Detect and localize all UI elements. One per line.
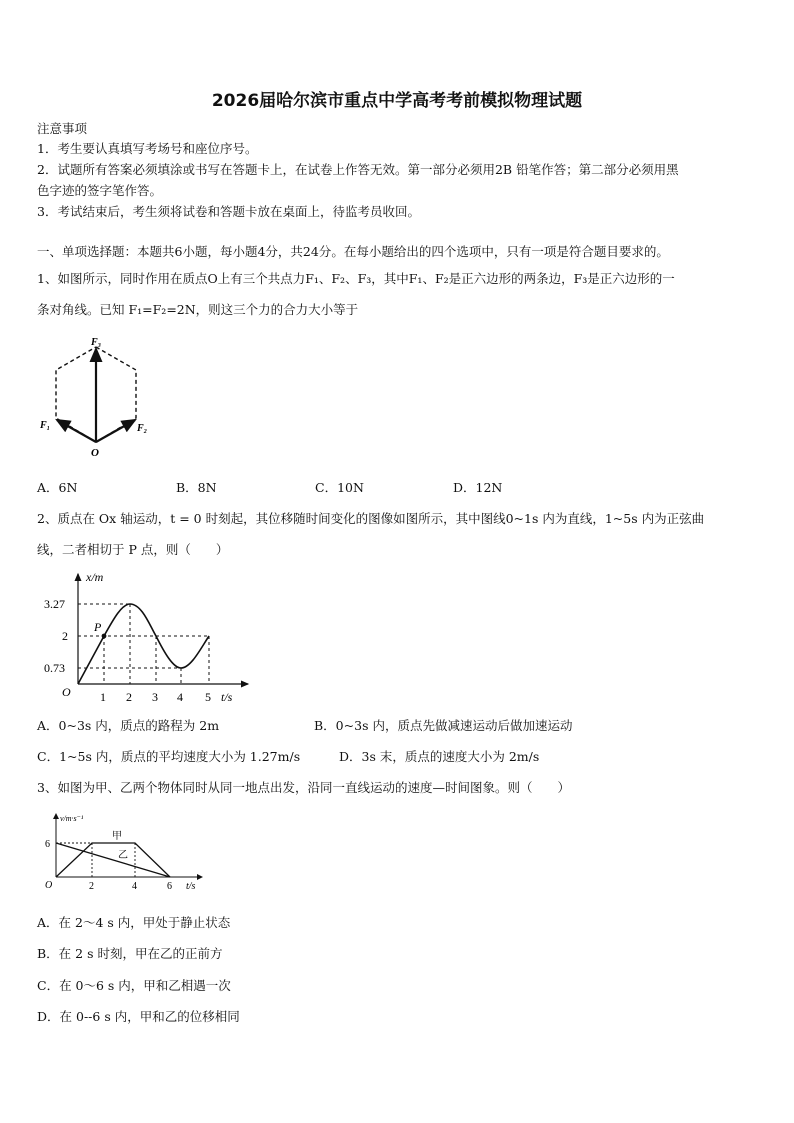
yi-label: 乙 xyxy=(118,850,128,861)
q3-vt-graph xyxy=(36,810,211,895)
q1-option-a[interactable]: A．6N xyxy=(37,480,78,495)
f2-label: F₂ xyxy=(137,423,148,434)
q2-option-c[interactable]: C．1~5s 内，质点的平均速度大小为 1.27m/s xyxy=(37,749,301,764)
q3-option-d[interactable]: D．在 0--6 s 内，甲和乙的位移相同 xyxy=(37,1009,240,1024)
q2-xt-graph xyxy=(38,568,253,708)
q3-stem-line1: 3、如图为甲、乙两个物体同时从同一地点出发，沿同一直线运动的速度—时间图象。则（ ） xyxy=(37,780,570,795)
page-title: 2026届哈尔滨市重点中学高考考前模拟物理试题 xyxy=(211,91,583,111)
f2-arrow xyxy=(96,420,135,442)
q2-option-a[interactable]: A．0~3s 内，质点的路程为 2m xyxy=(37,718,220,733)
origin-label: O xyxy=(62,685,71,699)
notice-item-3: 3．考试结束后，考生须将试卷和答题卡放在桌面上，待监考员收回。 xyxy=(37,204,420,219)
f3-label: F₃ xyxy=(91,337,102,348)
y-tick-2: 2 xyxy=(62,629,68,643)
xt-curve xyxy=(78,604,209,684)
q1-option-d[interactable]: D．12N xyxy=(453,480,503,495)
v-axis-label: v/m·s⁻¹ xyxy=(60,814,84,823)
t-tick-6: 6 xyxy=(167,881,172,892)
point-p-dot xyxy=(102,634,107,639)
q3-option-b[interactable]: B．在 2 s 时刻，甲在乙的正前方 xyxy=(37,946,223,961)
origin-label: O xyxy=(45,880,53,891)
q1-stem-line1: 1、如图所示，同时作用在质点O上有三个共点力F₁、F₂、F₃，其中F₁、F₂是正六边形的两条边，F₃是正六边形的一 xyxy=(37,271,675,286)
q2-option-d[interactable]: D．3s 末，质点的速度大小为 2m/s xyxy=(339,749,540,764)
guide-lines xyxy=(78,604,209,684)
jia-label: 甲 xyxy=(112,831,122,842)
x-tick-3: 3 xyxy=(152,690,158,704)
q3-option-c[interactable]: C．在 0～6 s 内，甲和乙相遇一次 xyxy=(37,978,231,993)
x-axis-label: t/s xyxy=(221,690,233,704)
point-p-label: P xyxy=(94,620,102,634)
x-tick-5: 5 xyxy=(205,690,211,704)
q1-stem-line2: 条对角线。已知 F₁=F₂=2N，则这三个力的合力大小等于 xyxy=(37,302,359,317)
notice-item-2-cont: 色字迹的签字笔作答。 xyxy=(37,183,163,198)
origin-label: O xyxy=(91,447,99,459)
notice-item-2: 2．试题所有答案必须填涂或书写在答题卡上，在试卷上作答无效。第一部分必须用2B 铅笔作答；第二部分必须用黑 xyxy=(37,162,679,177)
y-axis-label: x/m xyxy=(86,570,104,584)
x-tick-2: 2 xyxy=(126,690,132,704)
y-tick-0-73: 0.73 xyxy=(44,661,65,675)
q2-option-b[interactable]: B．0~3s 内，质点先做减速运动后做加速运动 xyxy=(314,718,573,733)
q2-stem-line1: 2、质点在 Ox 轴运动，t = 0 时刻起，其位移随时间变化的图像如图所示，其中图线0~1s 内为直线，1~5s 内为正弦曲 xyxy=(37,511,705,526)
q1-option-c[interactable]: C．10N xyxy=(315,480,364,495)
v-tick-6: 6 xyxy=(45,839,50,850)
q3-option-a[interactable]: A．在 2～4 s 内，甲处于静止状态 xyxy=(37,915,231,930)
f1-arrow xyxy=(57,420,96,442)
notice-heading: 注意事项 xyxy=(37,121,88,136)
t-tick-4: 4 xyxy=(132,881,137,892)
notice-item-1: 1．考生要认真填写考场号和座位序号。 xyxy=(37,141,258,156)
t-axis-label: t/s xyxy=(186,881,196,892)
x-tick-1: 1 xyxy=(100,690,106,704)
t-tick-2: 2 xyxy=(89,881,94,892)
q1-hexagon-figure xyxy=(36,332,156,462)
f1-label: F₁ xyxy=(40,420,51,431)
q1-option-b[interactable]: B．8N xyxy=(176,480,217,495)
q2-stem-line2: 线，二者相切于 P 点，则（ ） xyxy=(37,542,229,557)
x-tick-4: 4 xyxy=(177,690,183,704)
section-heading: 一、单项选择题：本题共6小题，每小题4分，共24分。在每小题给出的四个选项中，只有一项是符合题目要求的。 xyxy=(37,244,669,259)
y-tick-3-27: 3.27 xyxy=(44,597,65,611)
